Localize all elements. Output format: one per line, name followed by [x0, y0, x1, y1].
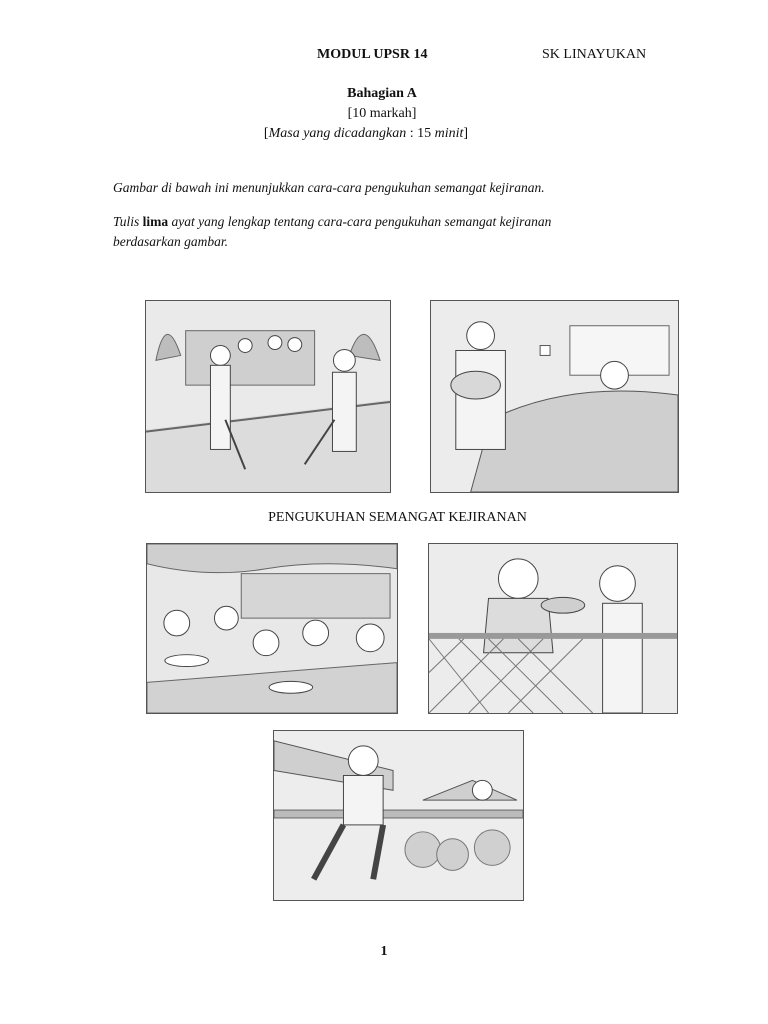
- picture-gotong-royong: [145, 300, 391, 493]
- picture-visit-sick-neighbour: [430, 300, 679, 493]
- instruction-line-2: Tulis lima ayat yang lengkap tentang cara-cara pengukuhan semangat kejiranan: [113, 214, 552, 229]
- section-marks: [10 markah]: [347, 106, 417, 121]
- suggested-time: [Masa yang dicadangkan : 15 minit]: [263, 126, 469, 141]
- section-title: Bahagian A: [347, 86, 417, 101]
- school-name: SK LINAYUKAN: [542, 47, 647, 62]
- pictures-caption: PENGUKUHAN SEMANGAT KEJIRANAN: [268, 510, 527, 525]
- picture-kenduri: [146, 543, 398, 714]
- page-number: 1: [380, 944, 388, 959]
- module-title: MODUL UPSR 14: [317, 47, 428, 62]
- picture-sharing-food: [428, 543, 678, 714]
- picture-greeting-neighbour: [273, 730, 524, 901]
- instruction-line-1: Gambar di bawah ini menunjukkan cara-cara pengukuhan semangat kejiranan.: [113, 180, 545, 195]
- instruction-line-3: berdasarkan gambar.: [113, 234, 229, 249]
